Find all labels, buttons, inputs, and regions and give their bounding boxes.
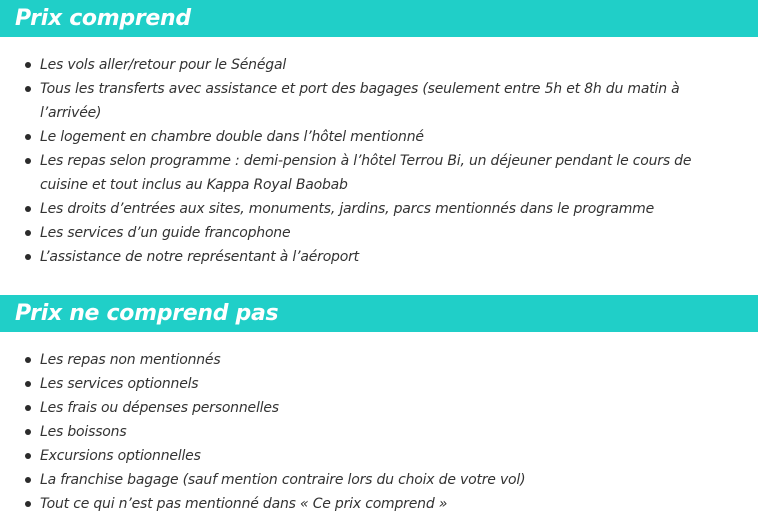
price-included-list [0, 37, 758, 269]
bullet-icon [25, 381, 31, 387]
bullet-icon [25, 501, 31, 507]
list-item [24, 444, 758, 468]
list-item [24, 492, 758, 516]
bullet-icon [25, 86, 31, 92]
bullet-icon [25, 62, 31, 68]
price-excluded-header [0, 295, 758, 332]
price-included-title: Prix comprend [15, 5, 191, 31]
list-item-text: Les repas non mentionnés [40, 352, 221, 368]
list-item [24, 468, 758, 492]
list-item [24, 221, 758, 245]
list-item [24, 53, 758, 77]
list-item-text: Les services optionnels [40, 376, 199, 392]
list-item [24, 149, 758, 197]
list-item-text: La franchise bagage (sauf mention contraire lors du choix de votre vol) [40, 472, 526, 488]
price-excluded-section [0, 295, 758, 516]
list-item-text: Tout ce qui n’est pas mentionné dans « Ce prix comprend » [40, 496, 448, 512]
bullet-icon [25, 254, 31, 260]
list-item [24, 420, 758, 444]
list-item [24, 245, 758, 269]
bullet-icon [25, 134, 31, 140]
bullet-icon [25, 357, 31, 363]
list-item-text: Tous les transferts avec assistance et port des bagages (seulement entre 5h et 8h du matin à l’arrivée) [40, 81, 680, 121]
list-item [24, 77, 758, 125]
list-item [24, 372, 758, 396]
list-item [24, 396, 758, 420]
list-item-text: Le logement en chambre double dans l’hôtel mentionné [40, 129, 424, 145]
list-item [24, 197, 758, 221]
price-excluded-title: Prix ne comprend pas [15, 300, 279, 326]
bullet-icon [25, 477, 31, 483]
bullet-icon [25, 158, 31, 164]
list-item-text: Les repas selon programme : demi-pension à l’hôtel Terrou Bi, un déjeuner pendant le cours de cuisine et tout inclus au Kappa Royal Baobab [40, 153, 692, 193]
bullet-icon [25, 453, 31, 459]
list-item [24, 348, 758, 372]
bullet-icon [25, 206, 31, 212]
list-item-text: L’assistance de notre représentant à l’aéroport [40, 249, 359, 265]
price-included-header [0, 0, 758, 37]
list-item-text: Les boissons [40, 424, 127, 440]
bullet-icon [25, 230, 31, 236]
list-item [24, 125, 758, 149]
bullet-icon [25, 429, 31, 435]
bullet-icon [25, 405, 31, 411]
list-item-text: Les services d’un guide francophone [40, 225, 291, 241]
list-item-text: Les vols aller/retour pour le Sénégal [40, 57, 287, 73]
list-item-text: Excursions optionnelles [40, 448, 201, 464]
list-item-text: Les frais ou dépenses personnelles [40, 400, 279, 416]
list-item-text: Les droits d’entrées aux sites, monuments, jardins, parcs mentionnés dans le programme [40, 201, 655, 217]
price-excluded-list [0, 332, 758, 516]
